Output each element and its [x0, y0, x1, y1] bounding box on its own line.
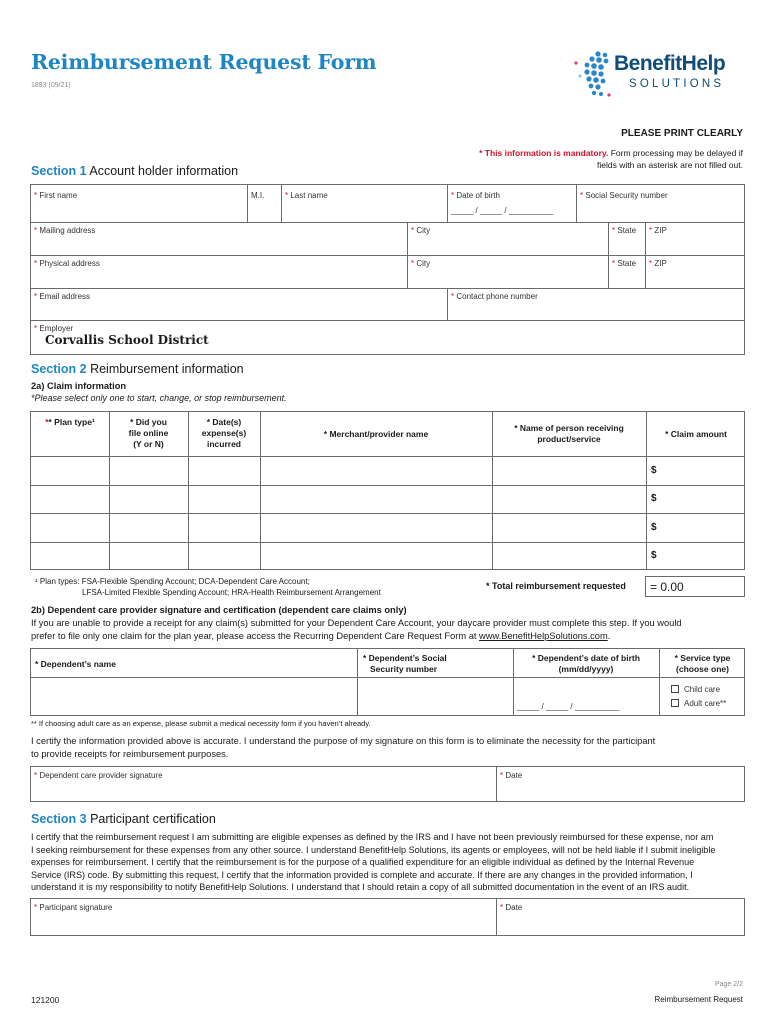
- print-notice: PLEASE PRINT CLEARLY: [621, 128, 743, 139]
- dependent-table: [30, 648, 745, 716]
- dependent-paragraph: If you are unable to provide a receipt for any claim(s) submitted for your Dependent Care Account, your daycare provider must complete this step. If you would prefer to file only one claim for the plan year, please access the Recurring Dependent Care Request Form at www.BenefitHelpSolutions.com.: [31, 618, 682, 641]
- ssn-field[interactable]: * Social Security number: [580, 191, 668, 200]
- logo-name: BenefitHelp: [614, 52, 726, 75]
- mandatory-rest-text: Form processing may be delayed if: [608, 148, 743, 158]
- service-type-header: * Service type (choose one): [674, 653, 731, 674]
- email-field[interactable]: * Email address: [34, 292, 91, 301]
- dependent-name-header: * Dependent’s name: [35, 659, 116, 669]
- physical-address-field[interactable]: * Physical address: [34, 259, 100, 268]
- dob-format: _____ / _____ / __________: [451, 206, 554, 215]
- mailing-city-field[interactable]: * City: [411, 226, 431, 235]
- section2-title: [31, 362, 244, 376]
- last-name-field[interactable]: * Last name: [285, 191, 328, 200]
- logo-dots-icon: [568, 50, 612, 102]
- section1-heading: Account holder information: [89, 164, 239, 178]
- website-link[interactable]: www.BenefitHelpSolutions.com: [479, 630, 608, 641]
- provider-date-field[interactable]: * Date: [500, 771, 523, 780]
- participant-signature-row: [30, 898, 745, 936]
- claim-heading: 2a) Claim information: [31, 381, 127, 391]
- provider-signature-field[interactable]: * Dependent care provider signature: [34, 771, 163, 780]
- plan-types-footnote: ¹ Plan types: FSA-Flexible Spending Account; DCA-Dependent Care Account; LFSA-Limited Flexible Spending Account; HRA-Health Reimbursement Arrangement: [35, 577, 381, 597]
- form-number: 1893 (09/21): [31, 82, 71, 89]
- total-value: = 0.00: [650, 580, 684, 594]
- claim-amount-header: * Claim amount: [665, 429, 727, 439]
- mandatory-line2-text: fields with an asterisk are not filled out.: [597, 159, 743, 170]
- physical-zip-field[interactable]: * ZIP: [649, 259, 667, 268]
- section2-heading: Reimbursement information: [90, 362, 244, 376]
- plan-type-header: ** Plan type¹: [45, 417, 95, 427]
- claim-note: *Please select only one to start, change, or stop reimbursement.: [31, 393, 287, 403]
- mailing-zip-field[interactable]: * ZIP: [649, 226, 667, 235]
- mandatory-notice: [479, 148, 743, 171]
- mandatory-red-text: * This information is mandatory.: [479, 148, 609, 158]
- dob-field[interactable]: * Date of birth: [451, 191, 500, 200]
- claim-amount-row4[interactable]: $: [651, 550, 657, 561]
- child-care-checkbox[interactable]: Child care: [671, 685, 720, 694]
- account-holder-table: [30, 184, 745, 355]
- adult-care-checkbox[interactable]: Adult care**: [671, 699, 726, 708]
- footer-code: 121200: [31, 995, 60, 1005]
- employer-field[interactable]: * Employer: [34, 324, 74, 333]
- phone-field[interactable]: * Contact phone number: [451, 292, 538, 301]
- dependent-ssn-header: * Dependent’s Social Security number: [363, 653, 447, 674]
- logo-subtitle: SOLUTIONS: [629, 78, 725, 90]
- person-header: * Name of person receiving product/service: [514, 423, 624, 444]
- mi-field[interactable]: M.I.: [251, 191, 265, 200]
- section3-heading: Participant certification: [90, 812, 216, 826]
- claim-amount-row3[interactable]: $: [651, 522, 657, 533]
- claim-table: [30, 411, 745, 570]
- section1-title: [31, 164, 238, 178]
- page-number: Page 2/2: [714, 981, 743, 988]
- claim-amount-row2[interactable]: $: [651, 493, 657, 504]
- adult-care-note: ** If choosing adult care as an expense, please submit a medical necessity form if you haven’t already.: [31, 719, 371, 728]
- dependent-dob-format: _____ / _____ / __________: [517, 702, 620, 711]
- certify-paragraph: I certify the information provided above is accurate. I understand the purpose of my signature on this form is to eliminate the necessity for the participant to provide receipts for reimbursement purposes.: [31, 736, 656, 759]
- provider-signature-row: [30, 766, 745, 802]
- physical-city-field[interactable]: * City: [411, 259, 431, 268]
- participant-date-field[interactable]: * Date: [500, 903, 523, 912]
- total-box: [645, 576, 745, 597]
- participant-certification-paragraph: I certify that the reimbursement request I am submitting are eligible expenses as defined by the IRS and I have not been previously reimbursed for these expense, nor am I seeking reimbursement for these expenses from any other source. I understand BenefitHelp Solutions, its agents or employees, will not be held liable if I submit ineligible expenses for reimbursement. I certify that the reimbursement is for the purpose of a qualified expenditure for an eligible individual as defined by the Internal Revenue Service (IRS) code. By submitting this request, I certify that the information provided is complete and accurate. If there are any changes in the provided information, I understand it is my responsibility to notify BenefitHelp Solutions. I understand that I should retain a copy of all submitted documentation in the event of an IRS audit.: [31, 832, 716, 892]
- participant-signature-field[interactable]: * Participant signature: [34, 903, 113, 912]
- first-name-field[interactable]: * First name: [34, 191, 78, 200]
- total-label: * Total reimbursement requested: [486, 581, 626, 591]
- section2-label: Section 2: [31, 362, 87, 376]
- section1-label: Section 1: [31, 164, 87, 178]
- section3-label: Section 3: [31, 812, 87, 826]
- dates-header: * Date(s) expense(s) incurred: [201, 417, 247, 449]
- employer-value: Corvallis School District: [45, 333, 209, 347]
- claim-amount-row1[interactable]: $: [651, 465, 657, 476]
- did-you-header: * Did you file online (Y or N): [128, 417, 169, 449]
- merchant-header: * Merchant/provider name: [323, 429, 429, 439]
- physical-state-field[interactable]: * State: [612, 259, 637, 268]
- dependent-heading: 2b) Dependent care provider signature and certification (dependent care claims only): [31, 605, 407, 615]
- footer-document-name: Reimbursement Request: [654, 995, 743, 1004]
- mailing-state-field[interactable]: * State: [612, 226, 637, 235]
- section3-title: [31, 812, 216, 826]
- form-title: Reimbursement Request Form: [31, 50, 377, 74]
- mailing-address-field[interactable]: * Mailing address: [34, 226, 96, 235]
- dependent-dob-header: * Dependent’s date of birth (mm/dd/yyyy): [532, 653, 640, 674]
